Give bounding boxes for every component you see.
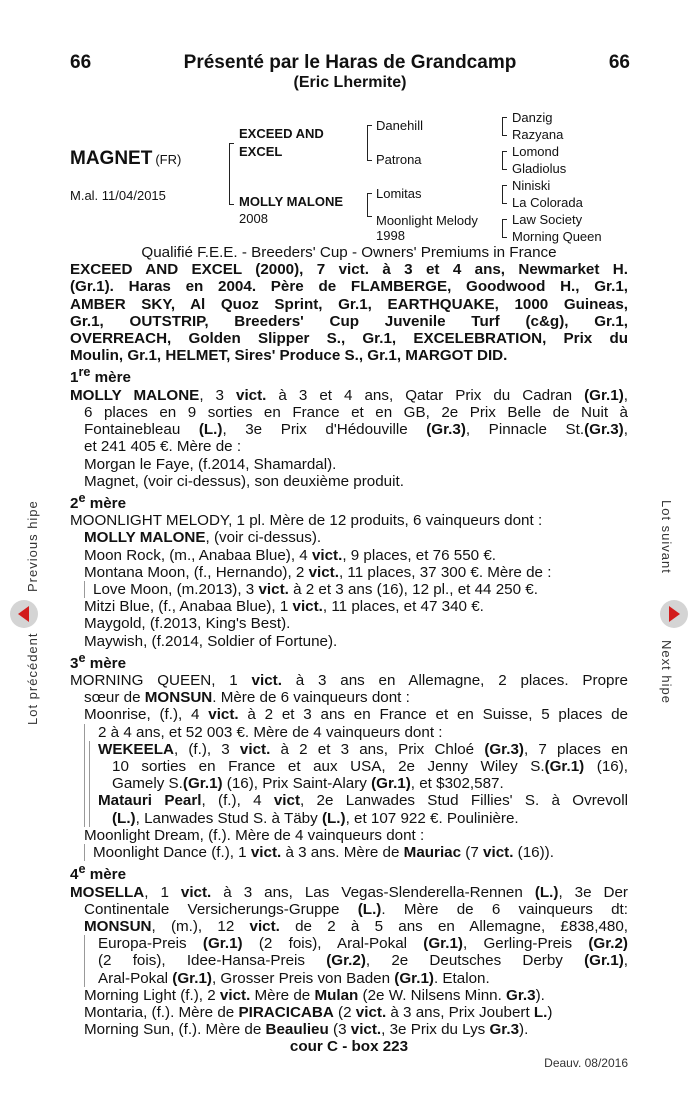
dam-record-line: MOLLY MALONE, 3 vict. à 3 et 4 ans, Qatar Prix du Cadran (Gr.1), [70, 386, 628, 404]
produce-line: MOLLY MALONE, (voir ci-dessus). [84, 529, 322, 547]
pedigree-bracket [229, 143, 234, 205]
dam-record-line: MORNING QUEEN, 1 vict. à 3 ans en Allemagne, 2 places. Propre [70, 672, 628, 690]
dam-record-line: sœur de MONSUN. Mère de 6 vainqueurs dont : [84, 689, 410, 707]
produce-line: Gamely S.(Gr.1) (16), Prix Saint-Alary (Gr.1), et $302,587. [112, 775, 504, 793]
sale-reference: Deauv. 08/2016 [544, 1056, 628, 1070]
dam-record-line: Fontainebleau (L.), 3e Prix d'Hédouville (Gr.3), Pinnacle St.(Gr.3), [84, 421, 628, 439]
section-heading-second-dam: 2e mère [70, 490, 127, 512]
horse-name: MAGNET (FR) [70, 148, 182, 169]
sire-summary [70, 261, 628, 364]
lot-number-left: 66 [70, 52, 92, 73]
produce-line: Mitzi Blue, (f., Anabaa Blue), 1 vict., 11 places, et 47 340 €. [84, 598, 484, 616]
dam-record-line: 6 places en 9 sorties en France et en GB, 2e Prix Belle de Nuit à [84, 403, 628, 421]
sire-summary-line: AMBER SKY, Al Quoz Sprint, Gr.1, EARTHQUAKE, 1000 Guineas, [70, 295, 628, 313]
pedigree-bracket [502, 185, 507, 204]
produce-line: 10 sorties en France et aux USA, 2e Jenny Wiley S.(Gr.1) (16), [112, 758, 628, 776]
dam-record-line: MOSELLA, 1 vict. à 3 ans, Las Vegas-Slenderella-Rennen (L.), 3e Der [70, 883, 628, 901]
produce-line: Magnet, (voir ci-dessus), son deuxième produit. [84, 472, 404, 490]
great-granddam-4: Morning Queen [512, 229, 602, 244]
lot-number-right: 66 [608, 52, 630, 73]
produce-line: (L.), Lanwades Stud S. à Täby (L.), et 107 922 €. Poulinière. [112, 809, 519, 827]
sire-summary-line: EXCEED AND EXCEL (2000), 7 vict. à 3 et 4 ans, Newmarket H. [70, 261, 628, 279]
dam-year: 2008 [239, 211, 268, 226]
sire-dam: Patrona [376, 152, 422, 167]
produce-line: Moonrise, (f.), 4 vict. à 2 et 3 ans en France et en Suisse, 5 places de [84, 706, 629, 724]
sire-sire: Danehill [376, 118, 423, 133]
previous-lot-button[interactable] [10, 600, 38, 628]
pedigree-bracket [502, 151, 507, 170]
horse-country: (FR) [155, 152, 182, 167]
produce-line: WEKEELA, (f.), 3 vict. à 2 et 3 ans, Prix Chloé (Gr.3), 7 places en [98, 740, 628, 758]
produce-line: Maygold, (f.2013, King's Best). [84, 615, 291, 633]
next-hipe-label[interactable]: Next hipe [659, 640, 674, 704]
sire-summary-line: OVERREACH, Golden Slipper S., Gr.1, EXCELEBRATION, Prix du [70, 330, 628, 348]
dam-sire: Lomitas [376, 186, 422, 201]
sire-name: EXCEED AND [239, 126, 324, 141]
dam-record-line: et 241 405 €. Mère de : [84, 438, 242, 456]
previous-lot-label[interactable]: Lot précédent [25, 632, 40, 725]
produce-line: Moon Rock, (m., Anabaa Blue), 4 vict., 9 places, et 76 550 €. [84, 546, 496, 564]
sire-summary-line: (Gr.1). Haras en 2004. Père de FLAMBERGE, Goodwood H., Gr.1, [70, 278, 628, 296]
section-heading-third-dam: 3e mère [70, 650, 127, 672]
next-lot-label[interactable]: Lot suivant [659, 500, 674, 574]
produce-line: 2 à 4 ans, et 52 003 €. Mère de 4 vainqueurs dont : [98, 723, 443, 741]
produce-line: Morgan le Faye, (f.2014, Shamardal). [84, 455, 337, 473]
consignor-name: (Eric Lhermite) [293, 74, 407, 91]
produce-line: Morning Sun, (f.). Mère de Beaulieu (3 vict., 3e Prix du Lys Gr.3). [84, 1021, 529, 1039]
pedigree-bracket [502, 117, 507, 136]
produce-line: Maywish, (f.2014, Soldier of Fortune). [84, 632, 338, 650]
dam-dam: Moonlight Melody [376, 213, 478, 228]
produce-line: Europa-Preis (Gr.1) (2 fois), Aral-Pokal (Gr.1), Gerling-Preis (Gr.2) [98, 935, 628, 953]
produce-line: Love Moon, (m.2013), 3 vict. à 2 et 3 ans (16), 12 pl., et 44 250 €. [84, 581, 628, 598]
next-lot-button[interactable] [660, 600, 688, 628]
produce-line: Montana Moon, (f., Hernando), 2 vict., 11 places, 37 300 €. Mère de : [84, 563, 552, 581]
produce-line: Morning Light (f.), 2 vict. Mère de Mulan (2e W. Nilsens Minn. Gr.3). [84, 986, 545, 1004]
produce-line: Aral-Pokal (Gr.1), Grosser Preis von Baden (Gr.1). Etalon. [98, 969, 490, 987]
produce-line: Montaria, (f.). Mère de PIRACICABA (2 vict. à 3 ans, Prix Joubert L.) [84, 1003, 553, 1021]
catalogue-text [70, 244, 628, 1056]
dam-record-line: MOONLIGHT MELODY, 1 pl. Mère de 12 produits, 6 vainqueurs dont : [70, 512, 543, 530]
previous-hipe-label[interactable]: Previous hipe [25, 500, 40, 592]
section-heading-first-dam: 1re mère [70, 365, 131, 387]
box-location: cour C - box 223 [289, 1038, 409, 1056]
produce-line: Moonlight Dream, (f.). Mère de 4 vainqueurs dont : [84, 826, 425, 844]
dam-dam-year: 1998 [376, 228, 405, 243]
qualification-line: Qualifié F.E.E. - Breeders' Cup - Owners' Premiums in France [141, 244, 557, 261]
arrow-right-icon [660, 600, 688, 628]
great-granddam-1: Razyana [512, 127, 564, 142]
section-heading-fourth-dam: 4e mère [70, 862, 127, 884]
horse-info: M.al. 11/04/2015 [70, 188, 166, 203]
pedigree-bracket [367, 193, 372, 217]
great-granddam-3: La Colorada [512, 195, 583, 210]
sire-summary-line: Moulin, Gr.1, HELMET, Sires' Produce S., Gr.1, MARGOT DID. [70, 347, 508, 365]
arrow-left-icon [10, 600, 38, 628]
great-grandsire-4: Law Society [512, 212, 583, 227]
produce-line: MONSUN, (m.), 12 vict. de 2 à 5 ans en Allemagne, £838,480, [84, 917, 629, 935]
pedigree-bracket [367, 125, 372, 161]
produce-line: Matauri Pearl, (f.), 4 vict, 2e Lanwades Stud Fillies' S. à Ovrevoll [98, 792, 629, 810]
sire-name-2: EXCEL [239, 144, 283, 159]
great-granddam-2: Gladiolus [512, 161, 567, 176]
sire-summary-line: Gr.1, OUTSTRIP, Breeders' Cup Juvenile Turf (c&g), Gr.1, [70, 312, 628, 330]
great-grandsire-3: Niniski [512, 178, 551, 193]
produce-line: (2 fois), Idee-Hansa-Preis (Gr.2), 2e Deutsches Derby (Gr.1), [98, 952, 628, 970]
produce-line: Moonlight Dance (f.), 1 vict. à 3 ans. Mère de Mauriac (7 vict. (16)). [84, 844, 628, 861]
great-grandsire-1: Danzig [512, 110, 553, 125]
great-grandsire-2: Lomond [512, 144, 559, 159]
dam-record-line: Continentale Versicherungs-Gruppe (L.). Mère de 6 vainqueurs dt: [84, 900, 628, 918]
dam-name: MOLLY MALONE [239, 194, 344, 209]
page-title: Présenté par le Haras de Grandcamp [183, 52, 517, 73]
pedigree-bracket [502, 219, 507, 238]
